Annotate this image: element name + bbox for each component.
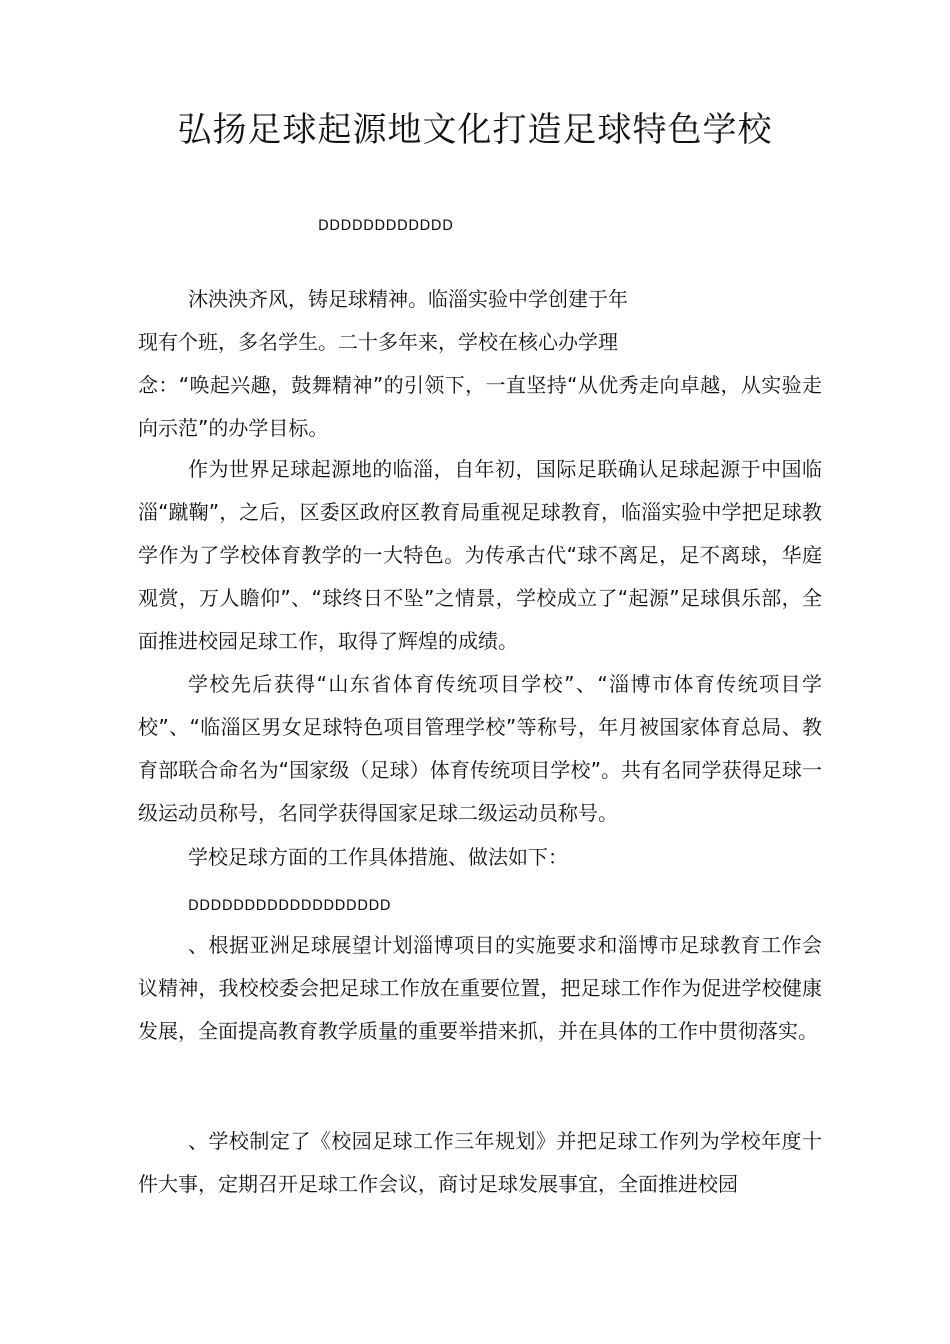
intro-paragraph — [138, 278, 822, 450]
document-title: 弘扬足球起源地文化打造足球特色学校 — [177, 110, 773, 150]
paragraph-honors: 学校先后获得“山东省体育传统项目学校”、“淄博市体育传统项目学校”、“临淄区男女足球特色项目管理学校”等称号，年月被国家体育总局、教育部联合命名为“国家级（足球）体育传统项目学校”。共有名同学获得足球一级运动员称号，名同学获得国家足球二级运动员称号。 — [138, 672, 822, 825]
section-subheading: DDDDDDDDDDDDDDDDDD — [188, 898, 392, 914]
intro-line-2: 现有个班，多名学生。二十多年来，学校在核心办学理 — [138, 330, 618, 354]
intro-line-1: 沐泱泱齐风，铸足球精神。临淄实验中学创建于年 — [188, 287, 628, 311]
paragraph-origin: 作为世界足球起源地的临淄，自年初，国际足联确认足球起源于中国临淄“蹴鞠”，之后，区委区政府区教育局重视足球教育，临淄实验中学把足球教学作为了学校体育教学的一大特色。为传承古代“球不离足，足不离球，华庭观赏，万人瞻仰”、“球终日不坠”之情景，学校成立了“起源”足球俱乐部，全面推进校园足球工作，取得了辉煌的成绩。 — [138, 457, 822, 653]
intro-rest: 念：“唤起兴趣，鼓舞精神”的引领下，一直坚持“从优秀走向卓越，从实验走向示范”的办学目标。 — [138, 373, 822, 440]
paragraph-measures-intro: 学校足球方面的工作具体措施、做法如下： — [188, 845, 568, 869]
paragraph-measure-2: 、学校制定了《校园足球工作三年规划》并把足球工作列为学校年度十件大事，定期召开足球工作会议，商讨足球发展事宜，全面推进校园 — [138, 1129, 822, 1196]
author-line: DDDDDDDDDDDD — [318, 218, 454, 234]
paragraph-measure-1: 、根据亚洲足球展望计划淄博项目的实施要求和淄博市足球教育工作会议精神，我校校委会把足球工作放在重要位置，把足球工作作为促进学校健康发展，全面提高教育教学质量的重要举措来抓，并在具体的工作中贯彻落实。 — [138, 933, 822, 1043]
